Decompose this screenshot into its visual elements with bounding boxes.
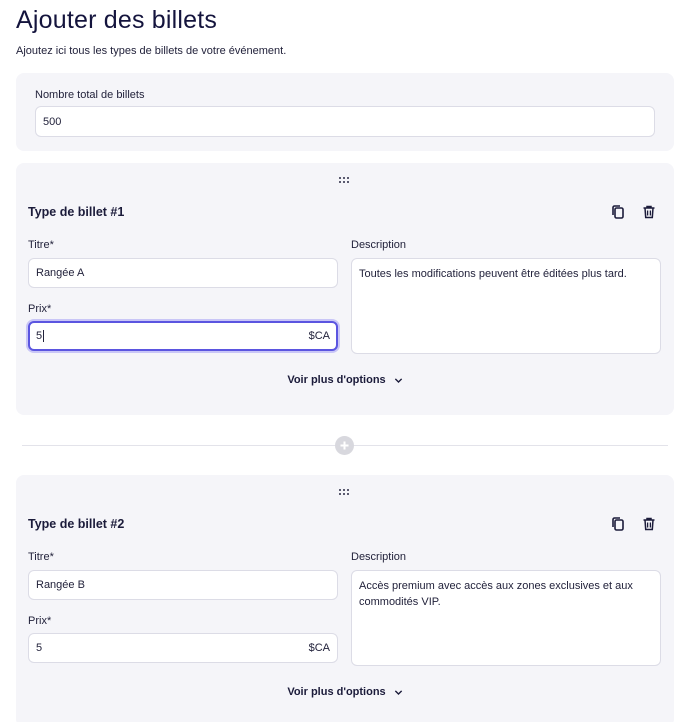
- ticket-type-card: [16, 475, 674, 722]
- title-label: Titre*: [28, 551, 54, 563]
- total-tickets-label: Nombre total de billets: [35, 89, 145, 101]
- price-label: Prix*: [28, 303, 52, 315]
- drag-handle-icon[interactable]: [339, 489, 351, 497]
- trash-icon[interactable]: [641, 204, 657, 220]
- ticket-heading: Type de billet #1: [28, 205, 125, 219]
- title-input[interactable]: Rangée A: [28, 258, 338, 288]
- total-tickets-card: [16, 73, 674, 151]
- copy-icon[interactable]: [610, 204, 626, 220]
- chevron-down-icon: [394, 688, 403, 697]
- currency-suffix: $CA: [308, 642, 330, 654]
- add-ticket-button[interactable]: [335, 436, 354, 455]
- price-value: 5: [36, 329, 43, 342]
- ticket-heading: Type de billet #2: [28, 517, 125, 531]
- price-value: 5: [36, 642, 43, 654]
- ticket-type-card: [16, 163, 674, 415]
- drag-handle-icon[interactable]: [339, 177, 351, 185]
- more-options-label: Voir plus d'options: [287, 686, 386, 698]
- text-caret: [43, 330, 44, 342]
- trash-icon[interactable]: [641, 516, 657, 532]
- more-options-toggle[interactable]: [16, 686, 674, 698]
- price-label: Prix*: [28, 615, 52, 627]
- total-tickets-input[interactable]: 500: [35, 106, 655, 137]
- more-options-label: Voir plus d'options: [287, 374, 386, 386]
- description-label: Description: [351, 551, 407, 563]
- description-label: Description: [351, 239, 407, 251]
- plus-icon: [339, 440, 350, 451]
- price-input[interactable]: [28, 633, 338, 663]
- more-options-toggle[interactable]: [16, 374, 674, 386]
- title-label: Titre*: [28, 239, 54, 251]
- description-textarea[interactable]: Toutes les modifications peuvent être éditées plus tard.: [351, 258, 661, 354]
- page-title: Ajouter des billets: [16, 6, 218, 34]
- price-input[interactable]: [28, 321, 338, 351]
- title-input[interactable]: Rangée B: [28, 570, 338, 600]
- copy-icon[interactable]: [610, 516, 626, 532]
- description-textarea[interactable]: Accès premium avec accès aux zones exclusives et aux commodités VIP.: [351, 570, 661, 666]
- page-subtitle: Ajoutez ici tous les types de billets de votre événement.: [16, 45, 287, 57]
- currency-suffix: $CA: [308, 330, 330, 342]
- chevron-down-icon: [394, 376, 403, 385]
